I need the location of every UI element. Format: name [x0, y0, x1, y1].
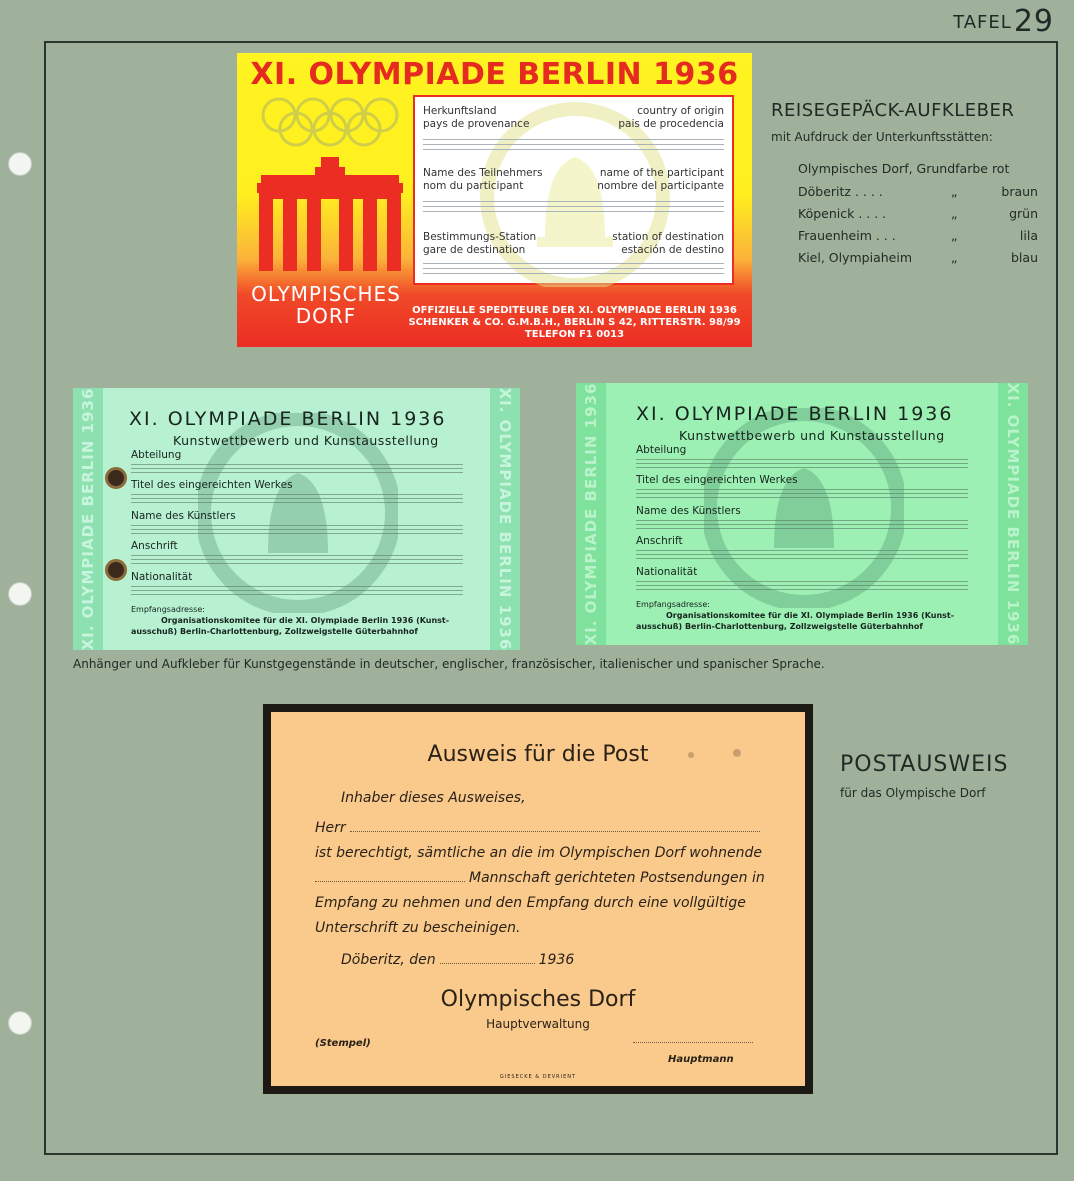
field-origin-fr: pays de provenance	[423, 118, 530, 130]
punch-hole	[688, 752, 694, 758]
field-nationalitaet: Nationalität	[131, 571, 193, 583]
footer-line-2: SCHENKER & CO. G.M.B.H., BERLIN S 42, RITTERSTR. 98/99	[408, 317, 741, 328]
field-anschrift: Anschrift	[636, 535, 683, 547]
row-quote: „	[951, 184, 958, 199]
label-title: XI. OLYMPIADE BERLIN 1936	[129, 408, 447, 430]
punch-hole	[733, 749, 741, 757]
field-destination-en: station of destination	[612, 231, 724, 243]
field-origin-es: pais de procedencia	[618, 118, 724, 130]
card-hauptmann: Hauptmann	[668, 1054, 734, 1065]
field-abteilung: Abteilung	[636, 444, 687, 456]
side-text-left: XI. OLYMPIADE BERLIN 1936	[79, 388, 97, 650]
binder-hole	[8, 582, 32, 606]
label-subtitle: Kunstwettbewerb und Kunstausstellung	[679, 428, 945, 443]
eyelet-hole	[105, 467, 127, 489]
dorf-line-1: OLYMPISCHES	[251, 282, 401, 306]
eyelet-hole	[105, 559, 127, 581]
row-name: Frauenheim . . .	[798, 228, 896, 243]
row-quote: „	[951, 206, 958, 221]
olympisches-dorf-label	[237, 283, 415, 327]
field-participant-es: nombre del participante	[597, 180, 724, 192]
field-anschrift: Anschrift	[131, 540, 178, 552]
herr-blank	[350, 831, 760, 832]
reisegepaeck-title: REISEGEPÄCK-AUFKLEBER	[771, 100, 1015, 121]
brandenburg-gate-icon	[255, 153, 405, 273]
row-color: grün	[1009, 206, 1038, 221]
address-line-2: ausschuß) Berlin-Charlottenburg, Zollzweigstelle Güterbahnhof	[131, 627, 418, 636]
art-sticker-label	[576, 383, 1028, 645]
side-text-left: XI. OLYMPIADE BERLIN 1936	[582, 383, 600, 645]
field-participant-en: name of the participant	[599, 167, 724, 179]
side-text-right: XI. OLYMPIADE BERLIN 1936	[1004, 383, 1022, 645]
row-quote: „	[951, 250, 958, 265]
field-abteilung: Abteilung	[131, 449, 182, 461]
field-kuenstler: Name des Künstlers	[636, 505, 741, 517]
luggage-sticker	[237, 53, 752, 347]
field-titel: Titel des eingereichten Werkes	[636, 474, 798, 486]
row-quote: „	[951, 228, 958, 243]
field-kuenstler: Name des Künstlers	[131, 510, 236, 522]
field-destination-es: estación de destino	[621, 244, 724, 256]
field-titel: Titel des eingereichten Werkes	[131, 479, 293, 491]
address-line-1: Organisationskomitee für die XI. Olympiade Berlin 1936 (Kunst-	[161, 616, 450, 625]
field-nationalitaet: Nationalität	[636, 566, 698, 578]
address-line-1: Organisationskomitee für die XI. Olympiade Berlin 1936 (Kunst-	[666, 611, 955, 620]
card-org-sub: Hauptverwaltung	[486, 1017, 590, 1031]
card-line-1: ist berechtigt, sämtliche an die im Olympischen Dorf wohnende	[315, 845, 762, 861]
team-blank	[315, 881, 465, 882]
field-destination-de: Bestimmungs-Station	[423, 231, 537, 243]
field-destination-fr: gare de destination	[423, 244, 526, 256]
row-color: blau	[1011, 250, 1038, 265]
binder-hole	[8, 152, 32, 176]
date-blank	[440, 963, 535, 964]
postausweis-title: POSTAUSWEIS	[840, 752, 1009, 777]
empfang-label: Empfangsadresse:	[636, 600, 710, 609]
sticker-form	[413, 95, 734, 285]
footer-line-3: TELEFON F1 0013	[524, 329, 625, 340]
card-herr-row	[315, 820, 760, 836]
card-stempel: (Stempel)	[315, 1038, 371, 1049]
plate-number	[953, 4, 1054, 39]
card-line-4: Unterschrift zu bescheinigen.	[315, 920, 521, 936]
card-line-3: Empfang zu nehmen und den Empfang durch eine vollgültige	[315, 895, 746, 911]
plate-number-value: 29	[1013, 4, 1054, 39]
row-color: braun	[1001, 184, 1038, 199]
binder-hole	[8, 1011, 32, 1035]
reisegepaeck-dorf-line: Olympisches Dorf, Grundfarbe rot	[798, 161, 1010, 176]
reisegepaeck-subtitle: mit Aufdruck der Unterkunftsstätten:	[771, 130, 993, 144]
plate-label: TAFEL	[953, 12, 1012, 33]
field-participant-de: Name des Teilnehmers	[423, 167, 543, 179]
row-name: Kiel, Olympiaheim	[798, 250, 912, 265]
row-name: Döberitz . . . .	[798, 184, 883, 199]
dorf-line-2: DORF	[295, 304, 357, 328]
footer-line-1: OFFIZIELLE SPEDITEURE DER XI. OLYMPIADE BERLIN 1936	[412, 305, 737, 316]
sticker-title: XI. OLYMPIADE BERLIN 1936	[250, 57, 739, 92]
postausweis-subtitle: für das Olympische Dorf	[840, 786, 986, 800]
field-origin-de: Herkunftsland	[423, 105, 497, 117]
post-id-card-inner	[271, 712, 805, 1086]
label-title: XI. OLYMPIADE BERLIN 1936	[636, 403, 954, 425]
address-line-2: ausschuß) Berlin-Charlottenburg, Zollzweigstelle Güterbahnhof	[636, 622, 923, 631]
post-id-card	[263, 704, 813, 1094]
card-line-2: Mannschaft gerichteten Postsendungen in	[469, 870, 765, 886]
sticker-footer	[407, 305, 742, 341]
field-participant-fr: nom du participant	[423, 180, 524, 192]
card-inhaber: Inhaber dieses Ausweises,	[341, 790, 526, 806]
art-labels-caption: Anhänger und Aufkleber für Kunstgegenstände in deutscher, englischer, französischer, italienischer und spanischer Sprache.	[73, 657, 825, 671]
card-herr: Herr	[315, 820, 346, 836]
olympic-rings-icon	[255, 97, 405, 147]
signature-blank	[633, 1042, 753, 1043]
empfang-address	[131, 615, 450, 637]
card-date-prefix: Döberitz, den	[341, 952, 436, 968]
field-origin-en: country of origin	[637, 105, 724, 117]
row-color: lila	[1019, 228, 1038, 243]
card-date-year: 1936	[538, 952, 575, 968]
empfang-label: Empfangsadresse:	[131, 605, 205, 614]
card-line-2-row	[315, 870, 765, 886]
side-text-right: XI. OLYMPIADE BERLIN 1936	[496, 388, 514, 650]
empfang-address	[636, 610, 955, 632]
card-title: Ausweis für die Post	[427, 742, 649, 767]
card-printer: GIESECKE & DEVRIENT	[499, 1074, 577, 1080]
label-subtitle: Kunstwettbewerb und Kunstausstellung	[173, 433, 439, 448]
art-tag-label	[73, 388, 520, 650]
card-date-row	[341, 952, 574, 968]
card-org: Olympisches Dorf	[440, 987, 636, 1012]
row-name: Köpenick . . . .	[798, 206, 887, 221]
